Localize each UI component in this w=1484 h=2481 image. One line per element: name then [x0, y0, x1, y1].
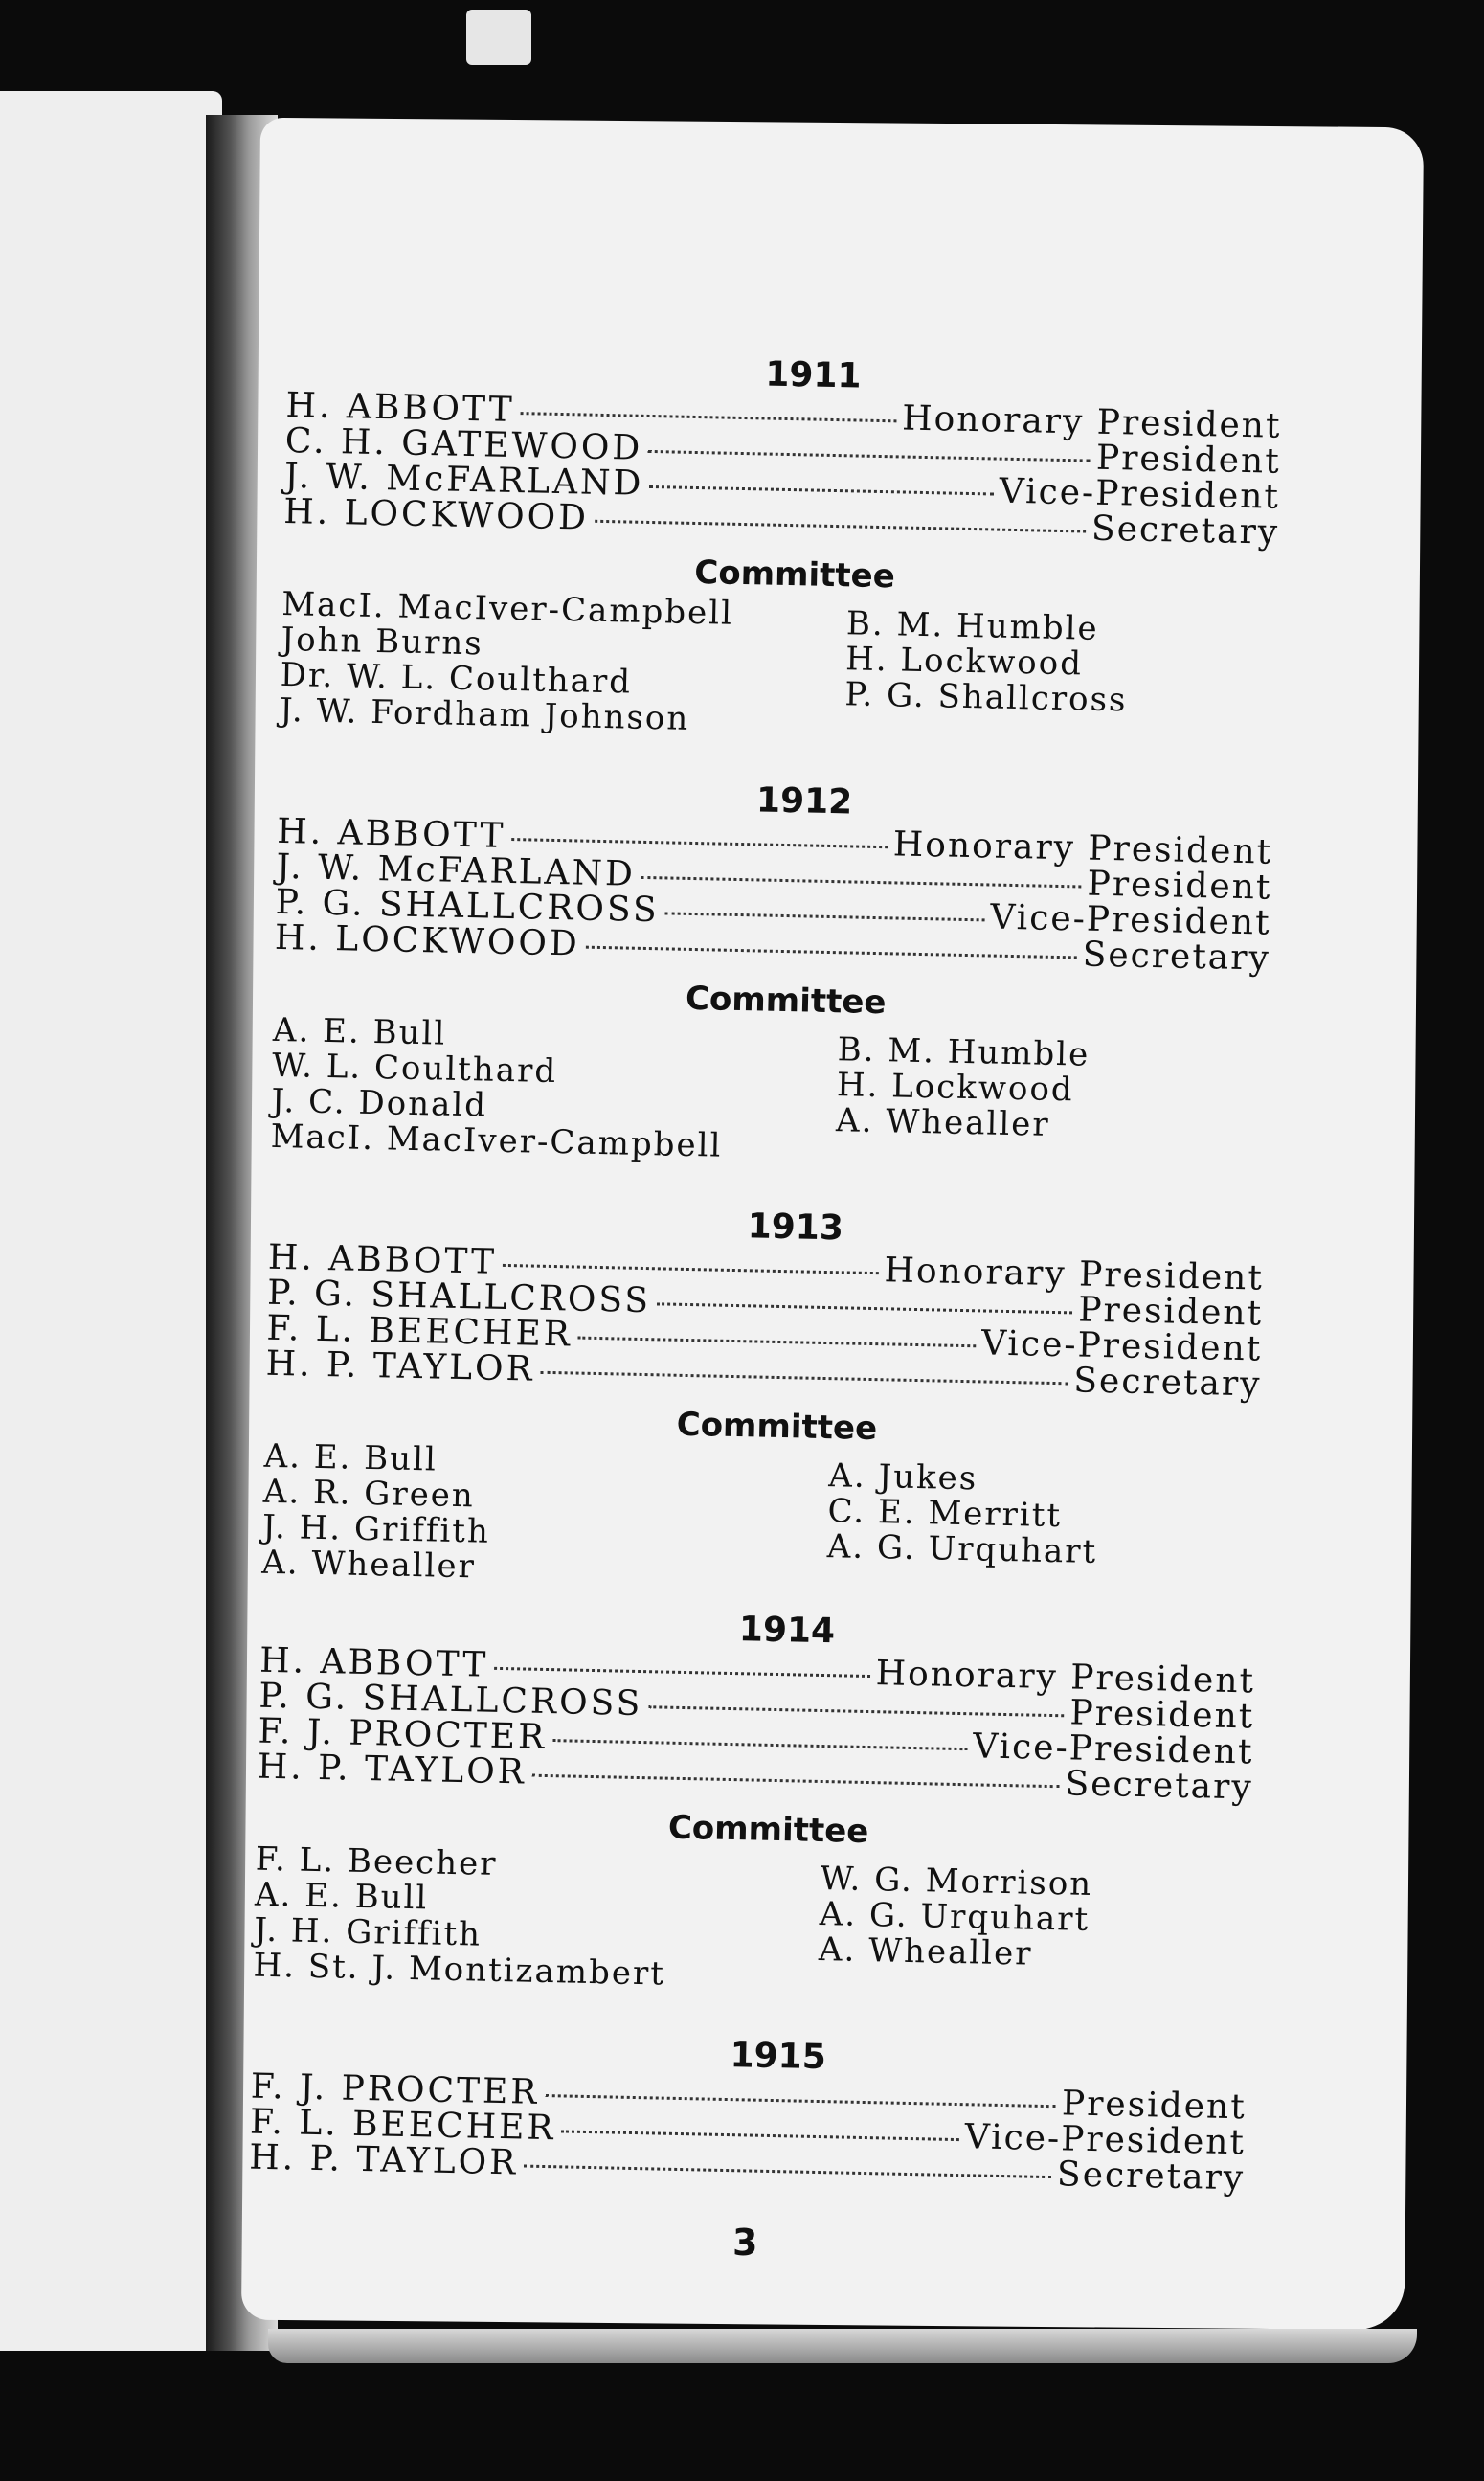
officer-role: President: [1061, 2084, 1248, 2128]
dot-leader: [545, 2094, 1056, 2108]
committee-member: J. H. Griffith: [253, 1910, 483, 1954]
dot-leader: [521, 412, 897, 422]
year-heading: 1912: [755, 780, 853, 823]
committee-heading: Committee: [685, 979, 887, 1023]
committee-member: W. G. Morrison: [820, 1860, 1093, 1904]
officer-role: Secretary: [1056, 2154, 1246, 2199]
year-section-1915: [249, 2026, 1248, 2197]
dot-leader: [586, 946, 1077, 959]
dot-leader: [541, 1371, 1068, 1386]
committee-list: [270, 1010, 1269, 1176]
officer-name: H. ABBOTT: [267, 1237, 498, 1282]
committee-member: A. Whealler: [818, 1929, 1033, 1974]
year-heading: 1913: [747, 1207, 844, 1249]
committee-member: MacI. MacIver-Campbell: [281, 584, 734, 633]
officer-role: Vice-President: [989, 897, 1272, 943]
committee-member: H. St. J. Montizambert: [253, 1946, 666, 1994]
dot-leader: [503, 1264, 879, 1274]
officer-name: P. G. SHALLCROSS: [259, 1676, 643, 1725]
dot-leader: [524, 2165, 1051, 2179]
dot-leader: [552, 1739, 967, 1750]
year-section-1913: [261, 1197, 1265, 1602]
committee-member: A. E. Bull: [263, 1436, 438, 1479]
committee-member: A. R. Green: [262, 1472, 476, 1516]
page-content: [248, 345, 1283, 2238]
committee-member: A. Jukes: [827, 1456, 978, 1499]
officer-name: H. LOCKWOOD: [282, 491, 590, 538]
dot-leader: [532, 1774, 1060, 1789]
dot-leader: [649, 485, 993, 496]
year-section-1912: [270, 771, 1273, 1176]
officer-name: H. P. TAYLOR: [248, 2137, 519, 2183]
committee-member: J. H. Griffith: [261, 1507, 491, 1551]
year-heading: 1914: [738, 1610, 836, 1652]
committee-member: F. L. Beecher: [255, 1839, 498, 1883]
committee-member: A. E. Bull: [254, 1875, 429, 1918]
year-section-1914: [253, 1600, 1256, 2005]
committee-member: MacI. MacIver-Campbell: [270, 1116, 723, 1165]
year-heading: 1911: [764, 354, 862, 396]
committee-member: W. L. Coulthard: [271, 1046, 558, 1092]
committee-member: A. E. Bull: [272, 1010, 447, 1053]
committee-column-left: [253, 1839, 821, 1996]
officer-role: President: [1077, 1290, 1264, 1334]
committee-list: [260, 1436, 1260, 1602]
committee-member: A. Whealler: [260, 1543, 477, 1587]
committee-member: John Burns: [281, 620, 484, 664]
officer-name: J. W. McFARLAND: [276, 846, 637, 894]
officer-role: Vice-President: [999, 471, 1281, 517]
dot-leader: [561, 2130, 958, 2141]
dot-leader: [578, 1337, 976, 1348]
officer-role: Honorary President: [901, 398, 1282, 446]
year-section-1911: [280, 345, 1283, 750]
officer-role: President: [1069, 1693, 1255, 1737]
dot-leader: [595, 520, 1086, 533]
dot-leader: [665, 912, 985, 921]
officer-name: F. J. PROCTER: [258, 1711, 548, 1757]
officer-name: H. ABBOTT: [259, 1640, 489, 1685]
committee-member: A. G. Urquhart: [826, 1527, 1098, 1571]
officer-role: Honorary President: [875, 1654, 1256, 1702]
officer-name: C. H. GATEWOOD: [284, 420, 643, 468]
officer-role: President: [1095, 438, 1282, 482]
officer-role: Honorary President: [884, 1251, 1265, 1298]
committee-heading: Committee: [693, 553, 896, 597]
committee-heading: Committee: [667, 1808, 869, 1852]
officer-role: Secretary: [1091, 508, 1280, 553]
committee-column-left: [260, 1436, 829, 1592]
committee-member: H. Lockwood: [844, 640, 1084, 684]
officer-role: Honorary President: [892, 824, 1273, 872]
committee-member: H. Lockwood: [836, 1066, 1075, 1110]
officer-role: Vice-President: [964, 2117, 1247, 2163]
committee-member: P. G. Shallcross: [844, 675, 1128, 720]
left-page: [0, 91, 222, 2351]
committee-member: A. Whealler: [835, 1101, 1051, 1144]
committee-list: [279, 584, 1278, 750]
committee-column-right: [835, 1025, 1269, 1175]
committee-column-right: [843, 598, 1277, 749]
dot-leader: [511, 838, 888, 848]
dot-leader: [657, 1302, 1072, 1314]
officer-name: H. P. TAYLOR: [257, 1747, 528, 1793]
committee-member: B. M. Humble: [837, 1030, 1091, 1074]
officer-role: Secretary: [1065, 1764, 1254, 1808]
committee-member: Dr. W. L. Coulthard: [280, 655, 633, 702]
officer-name: H. ABBOTT: [276, 811, 506, 856]
committee-member: J. C. Donald: [271, 1081, 488, 1125]
committee-member: J. W. Fordham Johnson: [279, 690, 690, 738]
officer-role: Secretary: [1072, 1361, 1262, 1405]
year-heading: 1915: [730, 2036, 827, 2078]
committee-heading: Committee: [676, 1405, 878, 1449]
committee-member: A. G. Urquhart: [819, 1895, 1091, 1939]
committee-column-right: [826, 1451, 1260, 1601]
page-edge: [268, 2329, 1417, 2363]
committee-column-left: [279, 584, 847, 740]
officer-role: President: [1087, 864, 1272, 908]
dot-leader: [494, 1667, 870, 1678]
dot-leader: [648, 1705, 1064, 1717]
officer-name: J. W. McFARLAND: [283, 456, 644, 504]
officer-name: F. L. BEECHER: [249, 2102, 556, 2149]
officer-role: Secretary: [1082, 935, 1271, 979]
officer-name: F. L. BEECHER: [266, 1308, 573, 1355]
committee-member: C. E. Merritt: [827, 1492, 1063, 1536]
officer-name: H. ABBOTT: [285, 385, 516, 430]
officer-name: P. G. SHALLCROSS: [266, 1273, 652, 1321]
dot-leader: [641, 876, 1082, 889]
dot-leader: [648, 450, 1091, 462]
officer-role: Vice-President: [972, 1726, 1254, 1772]
officer-role: Vice-President: [980, 1323, 1263, 1369]
officer-name: F. J. PROCTER: [250, 2066, 540, 2112]
committee-member: B. M. Humble: [845, 604, 1099, 648]
officer-name: P. G. SHALLCROSS: [275, 882, 661, 931]
tape-scrap: [466, 10, 531, 65]
committee-column-left: [270, 1010, 838, 1166]
committee-list: [253, 1839, 1251, 2005]
page-number: 3: [732, 2222, 758, 2264]
officer-name: H. P. TAYLOR: [265, 1343, 536, 1389]
committee-column-right: [818, 1854, 1251, 2004]
officer-name: H. LOCKWOOD: [274, 917, 581, 964]
